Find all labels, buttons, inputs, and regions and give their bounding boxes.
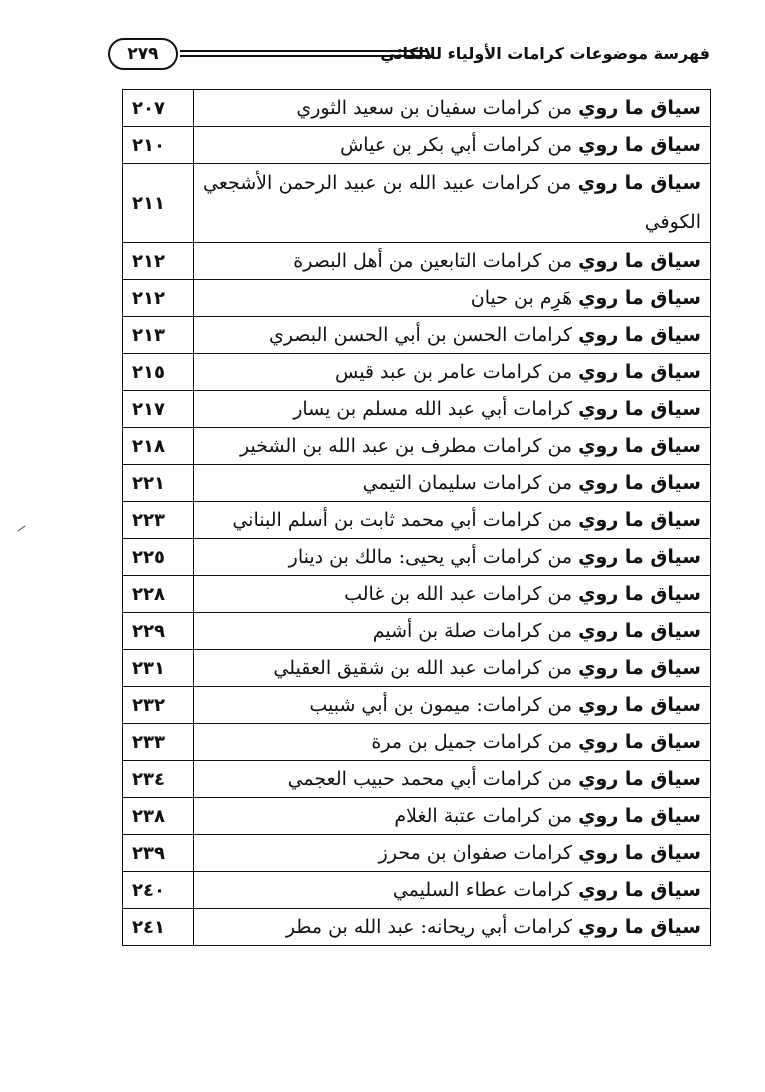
entry-text: من كرامات التابعين من أهل البصرة bbox=[293, 250, 573, 272]
entry-page: ٢٠٧ bbox=[123, 90, 194, 127]
table-row bbox=[123, 613, 711, 650]
entry-page: ٢١٢ bbox=[123, 280, 194, 317]
entry-page: ٢٣٨ bbox=[123, 798, 194, 835]
entry-cell bbox=[194, 761, 711, 798]
entry-text: من كرامات عبد الله بن شقيق العقيلي bbox=[273, 657, 573, 679]
entry-text: من كرامات أبي محمد ثابت بن أسلم البناني bbox=[232, 509, 573, 531]
entry-cell bbox=[194, 687, 711, 724]
entry-text: من كرامات أبي بكر بن عياش bbox=[340, 134, 573, 156]
entry-lead: سياق ما روي bbox=[578, 324, 701, 346]
entry-lead: سياق ما روي bbox=[578, 398, 701, 420]
table-row bbox=[123, 428, 711, 465]
entry-page: ٢٢٣ bbox=[123, 502, 194, 539]
table-row bbox=[123, 687, 711, 724]
entry-page: ٢١٣ bbox=[123, 317, 194, 354]
entry-cell bbox=[194, 798, 711, 835]
entry-lead: سياق ما روي bbox=[578, 657, 701, 679]
table-row bbox=[123, 164, 711, 243]
entry-cell bbox=[194, 354, 711, 391]
entry-text: من كرامات أبي محمد حبيب العجمي bbox=[287, 768, 573, 790]
entry-page: ٢٤٠ bbox=[123, 872, 194, 909]
entry-lead: سياق ما روي bbox=[578, 134, 701, 156]
table-row bbox=[123, 576, 711, 613]
entry-page: ٢١٢ bbox=[123, 243, 194, 280]
running-header bbox=[108, 38, 710, 78]
entry-cell bbox=[194, 909, 711, 946]
entry-cell bbox=[194, 650, 711, 687]
entry-cell bbox=[194, 90, 711, 127]
table-row bbox=[123, 872, 711, 909]
entry-page: ٢٤١ bbox=[123, 909, 194, 946]
entry-text: من كرامات أبي يحيى: مالك بن دينار bbox=[288, 546, 573, 568]
entry-text: من كرامات عبيد الله بن عبيد الرحمن الأشجعي الكوفي bbox=[203, 172, 701, 233]
entry-lead: سياق ما روي bbox=[578, 472, 701, 494]
entry-lead: سياق ما روي bbox=[578, 768, 701, 790]
entry-text: من كرامات جميل بن مرة bbox=[371, 731, 573, 753]
entry-text: من كرامات سليمان التيمي bbox=[362, 472, 573, 494]
entry-cell bbox=[194, 835, 711, 872]
entry-lead: سياق ما روي bbox=[578, 879, 701, 901]
table-row bbox=[123, 90, 711, 127]
entry-page: ٢٣٤ bbox=[123, 761, 194, 798]
table-row bbox=[123, 243, 711, 280]
entry-cell bbox=[194, 280, 711, 317]
entry-page: ٢٢١ bbox=[123, 465, 194, 502]
entry-text: كرامات عطاء السليمي bbox=[392, 879, 573, 901]
entry-text: من كرامات صلة بن أشيم bbox=[372, 620, 573, 642]
entry-text: من كرامات عبد الله بن غالب bbox=[344, 583, 573, 605]
entry-text: كرامات صفوان بن محرز bbox=[378, 842, 573, 864]
entry-text: كرامات أبي عبد الله مسلم بن يسار bbox=[293, 398, 573, 420]
entry-lead: سياق ما روي bbox=[578, 916, 701, 938]
entry-page: ٢١٥ bbox=[123, 354, 194, 391]
entry-lead: سياق ما روي bbox=[578, 97, 701, 119]
entry-lead: سياق ما روي bbox=[577, 172, 701, 194]
entry-page: ٢٣٩ bbox=[123, 835, 194, 872]
entry-lead: سياق ما روي bbox=[578, 250, 701, 272]
entry-cell bbox=[194, 724, 711, 761]
entry-cell bbox=[194, 243, 711, 280]
entry-cell bbox=[194, 465, 711, 502]
entry-lead: سياق ما روي bbox=[578, 805, 701, 827]
table-row bbox=[123, 761, 711, 798]
table-row bbox=[123, 909, 711, 946]
entry-page: ٢١٧ bbox=[123, 391, 194, 428]
entry-text: كرامات أبي ريحانه: عبد الله بن مطر bbox=[285, 916, 573, 938]
entry-page: ٢٢٩ bbox=[123, 613, 194, 650]
entry-page: ٢٢٥ bbox=[123, 539, 194, 576]
table-row bbox=[123, 354, 711, 391]
table-row bbox=[123, 127, 711, 164]
entry-lead: سياق ما روي bbox=[578, 546, 701, 568]
entry-cell bbox=[194, 428, 711, 465]
entry-text: كرامات الحسن بن أبي الحسن البصري bbox=[268, 324, 573, 346]
entry-page: ٢٣٢ bbox=[123, 687, 194, 724]
table-row bbox=[123, 539, 711, 576]
entry-cell bbox=[194, 539, 711, 576]
entry-cell bbox=[194, 317, 711, 354]
entry-page: ٢٢٨ bbox=[123, 576, 194, 613]
table-row bbox=[123, 280, 711, 317]
entry-lead: سياق ما روي bbox=[578, 287, 701, 309]
entry-text: من كرامات عامر بن عبد قيس bbox=[334, 361, 573, 383]
entry-text: من كرامات عتبة الغلام bbox=[394, 805, 573, 827]
entry-lead: سياق ما روي bbox=[578, 842, 701, 864]
entry-cell bbox=[194, 613, 711, 650]
entry-text: من كرامات مطرف بن عبد الله بن الشخير bbox=[239, 435, 573, 457]
table-row bbox=[123, 650, 711, 687]
entry-cell bbox=[194, 872, 711, 909]
entry-page: ٢٣٣ bbox=[123, 724, 194, 761]
entry-cell bbox=[194, 391, 711, 428]
entry-cell bbox=[194, 576, 711, 613]
entry-page: ٢١١ bbox=[123, 164, 194, 243]
entry-text: من كرامات سفيان بن سعيد الثوري bbox=[296, 97, 573, 119]
table-row bbox=[123, 391, 711, 428]
table-row bbox=[123, 798, 711, 835]
entry-page: ٢١٨ bbox=[123, 428, 194, 465]
header-double-rule bbox=[180, 50, 428, 57]
entry-lead: سياق ما روي bbox=[578, 435, 701, 457]
entry-lead: سياق ما روي bbox=[578, 583, 701, 605]
entry-lead: سياق ما روي bbox=[578, 620, 701, 642]
running-title: فهرسة موضوعات كرامات الأولياء للالكائي bbox=[380, 44, 710, 63]
entry-cell bbox=[194, 127, 711, 164]
table-row bbox=[123, 502, 711, 539]
entry-lead: سياق ما روي bbox=[578, 509, 701, 531]
entry-lead: سياق ما روي bbox=[578, 694, 701, 716]
entry-lead: سياق ما روي bbox=[578, 361, 701, 383]
entry-cell bbox=[194, 502, 711, 539]
table-row bbox=[123, 317, 711, 354]
entry-text: من كرامات: ميمون بن أبي شبيب bbox=[309, 694, 573, 716]
scan-mark bbox=[18, 526, 26, 532]
page-number: ٢٧٩ bbox=[108, 38, 178, 70]
table-row bbox=[123, 835, 711, 872]
entry-page: ٢٣١ bbox=[123, 650, 194, 687]
table-row bbox=[123, 465, 711, 502]
index-table bbox=[122, 89, 711, 946]
entry-text: هَرِم بن حيان bbox=[470, 287, 573, 309]
entry-page: ٢١٠ bbox=[123, 127, 194, 164]
entry-lead: سياق ما روي bbox=[578, 731, 701, 753]
table-row bbox=[123, 724, 711, 761]
entry-cell bbox=[194, 164, 711, 243]
